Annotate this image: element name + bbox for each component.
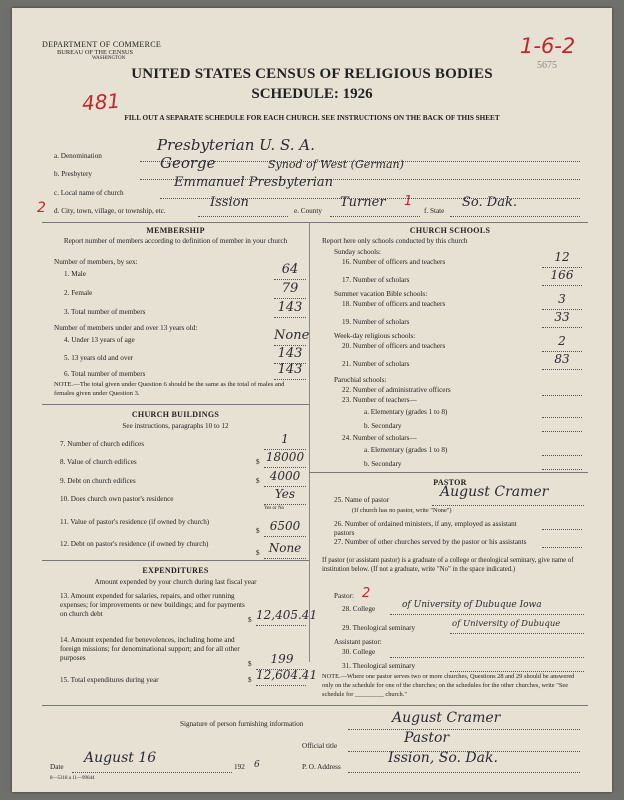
expenditure-row-value: 12,405.41 xyxy=(256,608,318,622)
school-row-label: 23. Number of teachers— xyxy=(342,396,417,404)
building-row-label: 8. Value of church edifices xyxy=(60,458,137,466)
building-row-label: 9. Debt on church edifices xyxy=(60,477,136,485)
presbytery-value: George xyxy=(160,154,216,172)
seminary2-label: 31. Theological seminary xyxy=(342,662,416,670)
seminary-label: 29. Theological seminary xyxy=(342,624,416,632)
instructions-line: FILL OUT A SEPARATE SCHEDULE FOR EACH CHURCH. SEE INSTRUCTIONS ON THE BACK OF THIS SHEET xyxy=(124,114,500,122)
membership-instructions: Report number of members according to definition of member in your church xyxy=(63,237,288,245)
membership-row-label: 4. Under 13 years of age xyxy=(64,336,135,344)
presbytery-label: b. Presbytery xyxy=(54,170,92,178)
membership-note: NOTE.—The total given under Question 6 should be the same as the total of males and females given under Question 3. xyxy=(54,381,285,397)
school-row-label: 21. Number of scholars xyxy=(342,360,410,368)
building-row-value: None xyxy=(268,541,302,555)
school-row-label: Sunday schools: xyxy=(334,248,381,256)
pastor-name-note: (If church has no pastor, write "None") xyxy=(352,507,452,514)
building-row-label: 7. Number of church edifices xyxy=(60,440,145,448)
school-row-value: 2 xyxy=(558,334,566,348)
pastor-heading: PASTOR xyxy=(433,478,467,487)
seminary-value: of University of Dubuque xyxy=(452,619,561,629)
date-label: Date xyxy=(50,763,64,771)
membership-row-label: 6. Total number of members xyxy=(64,370,146,378)
school-row-label: 18. Number of officers and teachers xyxy=(342,300,446,308)
building-row-value: 1 xyxy=(281,432,289,446)
census-form-sheet xyxy=(12,8,612,792)
school-row-label: b. Secondary xyxy=(364,460,402,468)
school-row-value: 3 xyxy=(558,292,566,306)
form-title: UNITED STATES CENSUS OF RELIGIOUS BODIES xyxy=(131,66,493,82)
school-row-label: a. Elementary (grades 1 to 8) xyxy=(364,408,448,416)
college-value: of University of Dubuque Iowa xyxy=(402,600,542,610)
school-row-label: 20. Number of officers and teachers xyxy=(342,342,446,350)
po-address-label: P. O. Address xyxy=(302,763,341,771)
membership-row-label: 2. Female xyxy=(64,289,93,297)
membership-row-label: Number of members under and over 13 years old: xyxy=(54,324,198,332)
expenditure-row-label: 15. Total expenditures during year xyxy=(60,676,159,684)
building-row-label: 10. Does church own pastor's residence xyxy=(60,495,174,503)
red-number-481: 481 xyxy=(81,88,121,116)
stamp-number: 5675 xyxy=(537,60,557,71)
college2-label: 30. College xyxy=(342,648,376,656)
po-address-value: Ission, So. Dak. xyxy=(388,750,498,766)
school-row-value: 166 xyxy=(550,268,574,282)
school-row-label: Week-day religious schools: xyxy=(334,332,416,340)
membership-row-value: 79 xyxy=(281,281,299,296)
membership-row-label: 5. 13 years old and over xyxy=(64,354,134,362)
school-row-label: 17. Number of scholars xyxy=(342,276,410,284)
official-title-value: Pastor xyxy=(404,730,450,746)
pastor-sub-label: Pastor: xyxy=(334,592,354,600)
pastor-multiple-note: NOTE.—Where one pastor serves two or more churches, Questions 28 and 29 should be answered only on the schedule for one of the churches; on the schedules for the other churches, write "See schedule for _________ church." xyxy=(322,673,575,698)
expenditure-row-value: 12,604.41 xyxy=(256,668,318,682)
expenditure-row-label: 13. Amount expended for salaries, repairs, and other running expenses; for improvements or new buildings; and for payments on church debt xyxy=(60,592,245,618)
building-row-label: 11. Value of pastor's residence (if owned by church) xyxy=(60,518,210,526)
school-row-label: b. Secondary xyxy=(364,422,402,430)
school-row-label: 16. Number of officers and teachers xyxy=(342,258,446,266)
membership-row-value: 143 xyxy=(277,346,303,361)
expenditure-row-value: 199 xyxy=(270,652,294,666)
state-label: f. State xyxy=(424,207,445,215)
red-check-mark: 2 xyxy=(37,200,46,216)
yes-no-hint: Yes or No xyxy=(264,506,285,511)
school-row-value: 83 xyxy=(554,352,570,366)
city-label: d. City, town, village, or township, etc. xyxy=(54,207,166,215)
membership-row-value: 64 xyxy=(281,262,299,277)
college-label: 28. College xyxy=(342,605,376,613)
buildings-instructions: See instructions, paragraphs 10 to 12 xyxy=(122,422,229,430)
denomination-label: a. Denomination xyxy=(54,152,102,160)
city-value: Ission xyxy=(210,195,249,210)
local-name-label: c. Local name of church xyxy=(54,189,124,197)
building-row-value: 4000 xyxy=(269,469,301,483)
signature-label: Signature of person furnishing information xyxy=(180,720,304,728)
county-red-mark: 1 xyxy=(404,194,413,209)
expenditures-heading: EXPENDITURES xyxy=(142,566,209,575)
schools-heading: CHURCH SCHOOLS xyxy=(409,226,491,235)
bureau-line: BUREAU OF THE CENSUS xyxy=(57,49,134,56)
building-row-label: 12. Debt on pastor's residence (if owned by church) xyxy=(60,540,209,548)
school-row-label: a. Elementary (grades 1 to 8) xyxy=(364,446,448,454)
date-value: August 16 xyxy=(84,750,157,766)
building-row-value: Yes xyxy=(274,487,296,501)
school-row-label: 22. Number of administrative officers xyxy=(342,386,451,394)
members-by-sex-label: Number of members, by sex: xyxy=(54,258,138,266)
school-row-label: 24. Number of scholars— xyxy=(342,434,417,442)
membership-heading: MEMBERSHIP xyxy=(146,226,205,235)
school-row-label: 19. Number of scholars xyxy=(342,318,410,326)
expenditure-row-dollar: $ xyxy=(248,660,252,668)
assistant-sub-label: Assistant pastor: xyxy=(334,638,382,646)
membership-row-value: 143 xyxy=(277,362,303,377)
building-row-dollar: $ xyxy=(256,527,260,535)
building-row-value: 18000 xyxy=(265,450,305,464)
membership-row-label: 3. Total number of members xyxy=(64,308,146,316)
other-churches-label: 27. Number of other churches served by the pastor or his assistants xyxy=(334,538,527,546)
pastor-name-label: 25. Name of pastor xyxy=(334,496,390,504)
county-label: e. County xyxy=(294,207,322,215)
school-row-value: 12 xyxy=(554,250,570,264)
red-date-mark: 1-6-2 xyxy=(520,34,576,58)
schedule-title: SCHEDULE: 1926 xyxy=(251,86,373,102)
building-row-value: 6500 xyxy=(269,519,301,533)
expenditure-row-label: 14. Amount expended for benevolences, including home and foreign missions; for denominational support; and for all other purposes xyxy=(60,636,240,662)
synod-value: Synod of West (German) xyxy=(268,158,404,171)
expenditures-instructions: Amount expended by your church during last fiscal year xyxy=(94,578,257,586)
school-row-value: 33 xyxy=(554,310,570,324)
building-row-dollar: $ xyxy=(256,458,260,466)
expenditure-row-dollar: $ xyxy=(248,676,252,684)
buildings-heading: CHURCH BUILDINGS xyxy=(131,410,220,419)
signature-value: August Cramer xyxy=(392,710,501,726)
building-row-dollar: $ xyxy=(256,477,260,485)
membership-row-value: 143 xyxy=(277,300,303,315)
washington-line: WASHINGTON xyxy=(92,56,126,61)
pastor-graduate-note: If pastor (or assistant pastor) is a graduate of a college or theological seminary, give name of institution below. (If not a graduate, write "No" in the space indicated.) xyxy=(322,557,574,573)
expenditure-row-dollar: $ xyxy=(248,616,252,624)
print-code: 8—5318 a 11—99644 xyxy=(50,776,95,781)
county-value: Turner xyxy=(340,195,386,210)
membership-row-value: None xyxy=(274,328,310,343)
official-title-label: Official title xyxy=(302,742,338,750)
building-row-dollar: $ xyxy=(256,549,260,557)
year-prefix: 192 xyxy=(234,763,245,771)
school-row-label: Parochial schools: xyxy=(334,376,387,384)
department-line: DEPARTMENT OF COMMERCE xyxy=(42,40,162,49)
denomination-value: Presbyterian U. S. A. xyxy=(157,136,315,154)
pastor-red-mark: 2 xyxy=(362,586,371,601)
schools-instructions: Report here only schools conducted by this church xyxy=(322,237,468,245)
local-name-value: Emmanuel Presbyterian xyxy=(174,175,334,190)
state-value: So. Dak. xyxy=(462,195,517,210)
membership-row-label: 1. Male xyxy=(64,270,86,278)
school-row-label: Summer vacation Bible schools: xyxy=(334,290,428,298)
assistant-pastors-label: 26. Number of ordained ministers, if any, employed as assistant pastors xyxy=(334,520,517,537)
year-suffix: 6 xyxy=(254,760,260,770)
pastor-name-value: August Cramer xyxy=(440,484,549,500)
